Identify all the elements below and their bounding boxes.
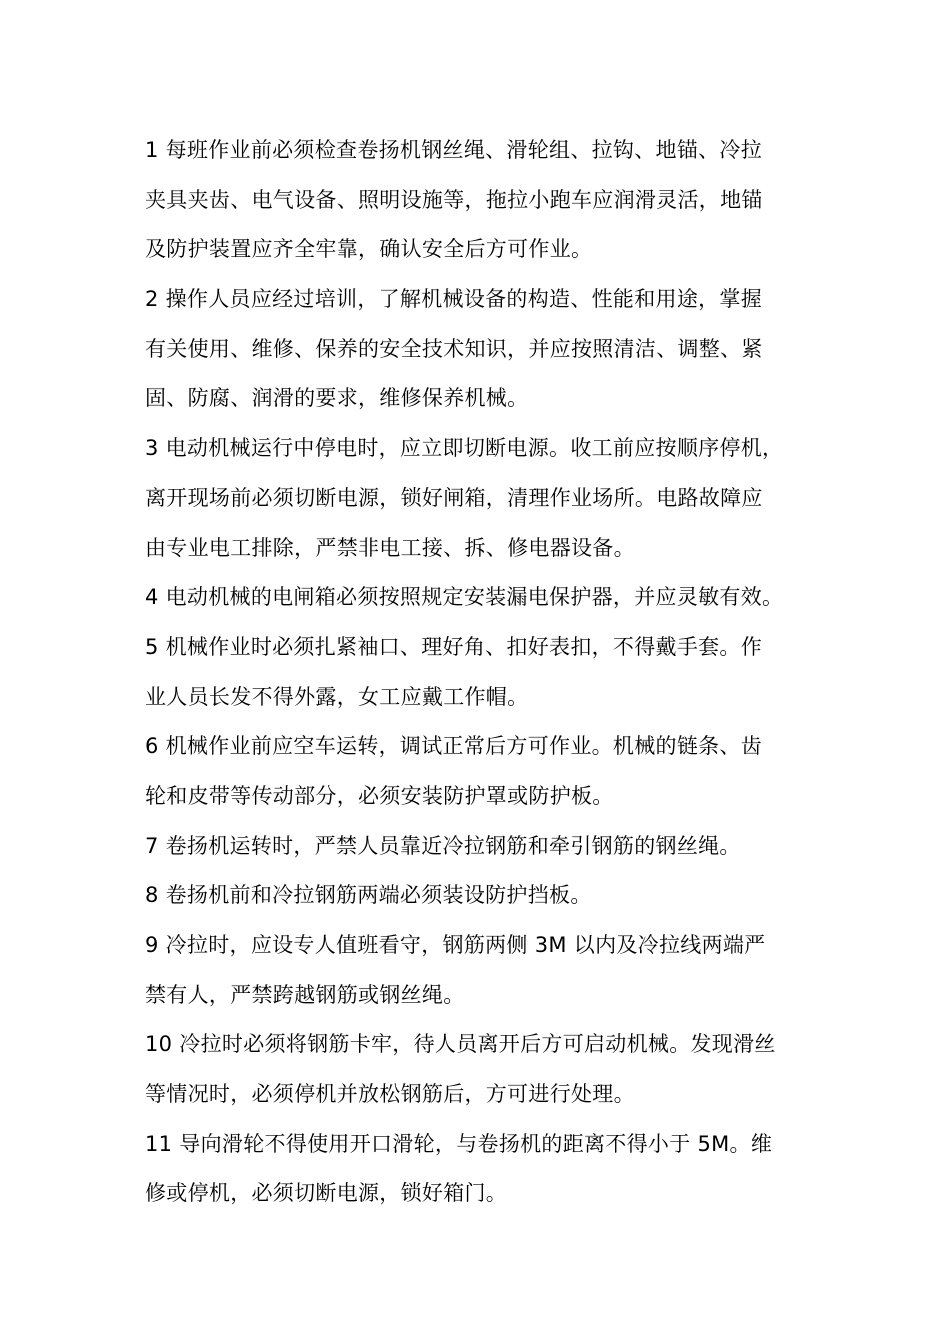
text-line-13: 6 机械作业前应空车运转，调试正常后方可作业。机械的链条、齿 (145, 734, 763, 759)
text-line-2: 夹具夹齿、电气设备、照明设施等，拖拉小跑车应润滑灵活，地锚 (145, 187, 763, 212)
document-body (145, 126, 833, 1219)
text-line-6: 固、防腐、润滑的要求，维修保养机械。 (145, 386, 529, 411)
text-line-9: 由专业电工排除，严禁非电工接、拆、修电器设备。 (145, 535, 635, 560)
text-line-18: 禁有人，严禁跨越钢筋或钢丝绳。 (145, 982, 465, 1007)
text-line-1: 1 每班作业前必须检查卷扬机钢丝绳、滑轮组、拉钩、地锚、冷拉 (145, 138, 763, 162)
text-line-22: 修或停机，必须切断电源，锁好箱门。 (145, 1181, 508, 1206)
text-line-19: 10 冷拉时必须将钢筋卡牢，待人员离开后方可启动机械。发现滑丝 (145, 1032, 776, 1057)
text-line-10: 4 电动机械的电闸箱必须按照规定安装漏电保护器，并应灵敏有效。 (145, 585, 784, 610)
text-line-11: 5 机械作业时必须扎紧袖口、理好角、扣好表扣，不得戴手套。作 (145, 634, 763, 659)
text-line-8: 离开现场前必须切断电源，锁好闸箱，清理作业场所。电路故障应 (145, 485, 763, 510)
text-line-3: 及防护装置应齐全牢靠，确认安全后方可作业。 (145, 237, 593, 262)
text-line-16: 8 卷扬机前和冷拉钢筋两端必须装设防护挡板。 (145, 883, 592, 908)
text-line-21: 11 导向滑轮不得使用开口滑轮，与卷扬机的距离不得小于 5M。维 (145, 1131, 773, 1156)
text-line-15: 7 卷扬机运转时，严禁人员靠近冷拉钢筋和牵引钢筋的钢丝绳。 (145, 833, 741, 858)
text-line-20: 等情况时，必须停机并放松钢筋后，方可进行处理。 (145, 1082, 635, 1107)
text-line-14: 轮和皮带等传动部分，必须安装防护罩或防护板。 (145, 783, 614, 808)
text-line-17: 9 冷拉时，应设专人值班看守，钢筋两侧 3M 以内及冷拉线两端严 (145, 933, 766, 957)
text-line-7: 3 电动机械运行中停电时，应立即切断电源。收工前应按顺序停机， (145, 436, 784, 461)
text-line-5: 有关使用、维修、保养的安全技术知识，并应按照清洁、调整、紧 (145, 336, 763, 361)
text-line-12: 业人员长发不得外露，女工应戴工作帽。 (145, 684, 529, 709)
text-line-4: 2 操作人员应经过培训，了解机械设备的构造、性能和用途，掌握 (145, 287, 763, 312)
